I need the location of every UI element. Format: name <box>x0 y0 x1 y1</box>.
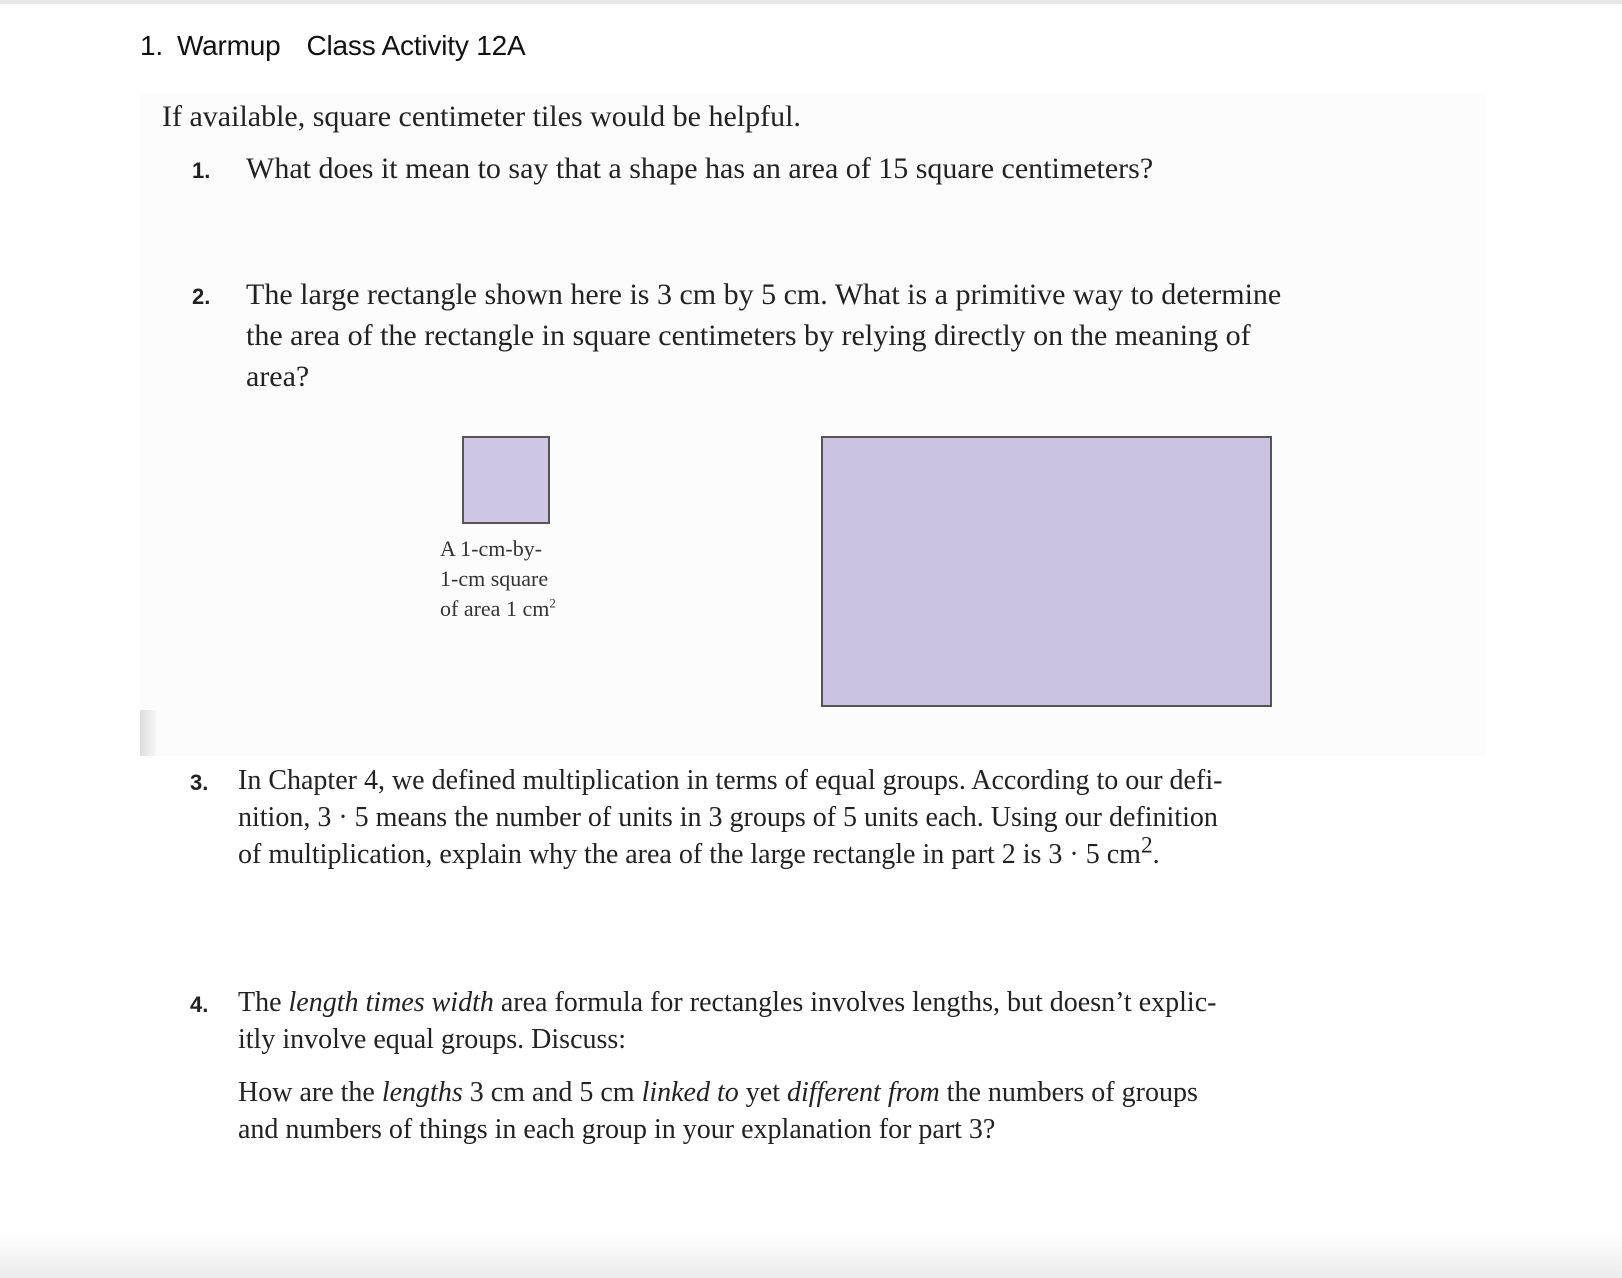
caption-line-3 <box>440 594 556 624</box>
q2-text <box>246 274 1281 397</box>
large-rectangle-figure <box>821 436 1272 707</box>
unit-square-caption <box>440 534 556 624</box>
q4-italic-lengths: lengths <box>381 1077 463 1108</box>
q4-line-3 <box>238 1074 1216 1111</box>
q1-line: What does it mean to say that a shape has an area of 15 square centimeters? <box>246 152 1154 185</box>
q4-italic-formula: length times width <box>288 987 494 1018</box>
q4-line-3-d: the numbers of groups <box>939 1077 1198 1108</box>
caption-superscript: 2 <box>549 595 556 611</box>
q4-line-3-b: 3 cm and 5 cm <box>462 1077 642 1108</box>
q4-line-1-a: The <box>238 987 289 1018</box>
scan-edge-shadow <box>140 710 156 756</box>
q4-line-1-b: area formula for rectangles involves lengths, but doesn’t explic- <box>493 987 1217 1018</box>
caption-line-2: 1-cm square <box>440 566 549 591</box>
q2-number: 2. <box>192 284 211 309</box>
q3-line-3-text: of multiplication, explain why the area of the large rectangle in part 2 is 3 · 5 cm <box>238 839 1141 870</box>
q3-line-3-end: . <box>1152 839 1160 870</box>
q4-line-4: and numbers of things in each group in your explanation for part 3? <box>238 1114 996 1145</box>
heading-number: 1. <box>140 30 163 61</box>
q3-text <box>238 762 1222 873</box>
bottom-shadow <box>0 1232 1622 1278</box>
q4-number: 4. <box>190 992 209 1017</box>
q4-line-3-c: yet <box>738 1077 787 1108</box>
scanned-page-background <box>140 94 1485 756</box>
q3-number: 3. <box>190 770 209 795</box>
q3-line-3 <box>238 832 1222 873</box>
q4-line-3-a: How are the <box>238 1077 382 1108</box>
unit-square-figure <box>462 436 550 524</box>
heading-title: Class Activity 12A <box>306 30 526 61</box>
q4-line-1 <box>238 984 1216 1021</box>
q2-line-2: the area of the rectangle in square centimeters by relying directly on the meaning of <box>246 319 1251 352</box>
q3-line-1: In Chapter 4, we defined multiplication in terms of equal groups. According to our defi- <box>238 765 1223 796</box>
q4-text <box>238 984 1216 1148</box>
page-heading <box>140 30 525 62</box>
caption-line-3-text: of area 1 cm <box>440 596 550 621</box>
q4-line-2: itly involve equal groups. Discuss: <box>238 1024 627 1055</box>
q4-italic-linked: linked to <box>641 1077 739 1108</box>
q4-italic-different: different from <box>786 1077 940 1108</box>
q1-text <box>246 148 1153 189</box>
q3-superscript: 2 <box>1140 832 1153 859</box>
caption-line-1: A 1-cm-by- <box>440 536 543 561</box>
q2-line-1: The large rectangle shown here is 3 cm by 5 cm. What is a primitive way to determine <box>246 278 1282 311</box>
heading-warmup: Warmup <box>176 30 281 61</box>
q1-number: 1. <box>192 158 211 183</box>
q2-line-3: area? <box>246 360 310 393</box>
intro-text: If available, square centimeter tiles would be helpful. <box>162 100 801 133</box>
q3-line-2: nition, 3 · 5 means the number of units in 3 groups of 5 units each. Using our definition <box>238 802 1218 833</box>
top-divider <box>0 0 1622 4</box>
